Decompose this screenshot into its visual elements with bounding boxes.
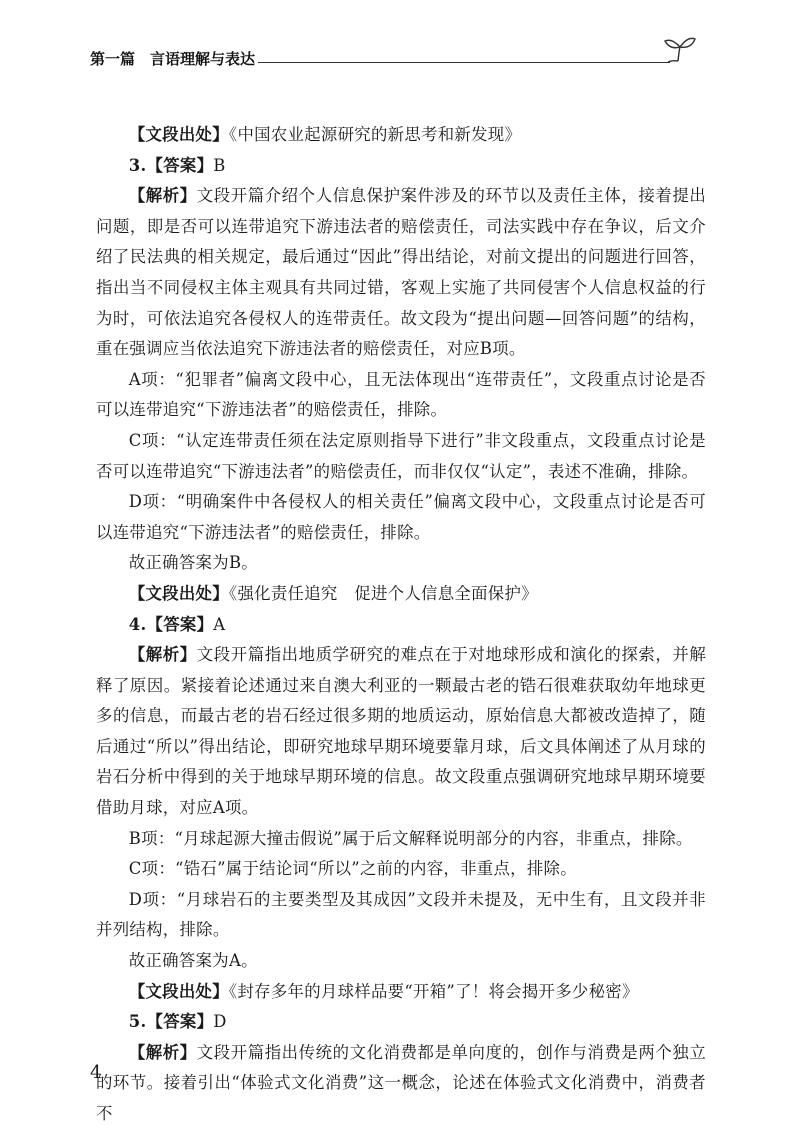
option-analysis: B项：“月球起源大撞击假说”属于后文解释说明部分的内容，非重点，排除。 xyxy=(128,828,693,848)
page-number: 4 xyxy=(90,1062,102,1083)
header-rule xyxy=(258,62,670,63)
option-analysis: C项：“认定连带责任须在法定原则指导下进行”非文段重点，文段重点讨论是否可以连带追究“下游违法者”的赔偿责任，而非仅仅“认定”，表述不准确，排除。 xyxy=(96,430,706,481)
answer-line: 4.【答案】A xyxy=(128,614,226,634)
answer-line: 5.【答案】D xyxy=(128,1012,227,1032)
option-analysis: D项：“月球岩石的主要类型及其成因”文段并未提及，无中生有，且文段并非并列结构，排除。 xyxy=(96,889,706,940)
answer-explanations xyxy=(96,120,706,1130)
conclusion-line: 故正确答案为B。 xyxy=(128,553,258,573)
answer-line: 3.【答案】B xyxy=(128,155,226,175)
analysis-paragraph: 【解析】文段开篇指出传统的文化消费都是单向度的，创作与消费是两个独立的环节。接着引出“体验式文化消费”这一概念，论述在体验式文化消费中，消费者不 xyxy=(96,1042,707,1123)
sprout-icon xyxy=(662,34,698,66)
analysis-paragraph: 【解析】文段开篇介绍个人信息保护案件涉及的环节以及责任主体，接着提出问题，即是否可以连带追究下游违法者的赔偿责任，司法实践中存在争议，后文介绍了民法典的相关规定，最后通过“因此”得出结论，对前文提出的问题进行回答，指出当不同侵权主体主观具有共同过错，客观上实施了共同侵害个人信息权益的行为时，可依法追究各侵权人的连带责任。故文段为“提出问题—回答问题”的结构，重在强调应当依法追究下游违法者的赔偿责任，对应B项。 xyxy=(96,186,707,359)
source-line: 【文段出处】《强化责任追究 促进个人信息全面保护》 xyxy=(128,583,538,603)
conclusion-line: 故正确答案为A。 xyxy=(128,951,258,971)
source-line: 【文段出处】《中国农业起源研究的新思考和新发现》 xyxy=(128,125,522,144)
option-analysis: D项：“明确案件中各侵权人的相关责任”偏离文段中心，文段重点讨论是否可以连带追究“下游违法者”的赔偿责任，排除。 xyxy=(96,492,706,542)
header-title: 第一篇 言语理解与表达 xyxy=(90,50,256,68)
analysis-paragraph: 【解析】文段开篇指出地质学研究的难点在于对地球形成和演化的探索，并解释了原因。紧接着论述通过来自澳大利亚的一颗最古老的锆石很难获取幼年地球更多的信息，而最古老的岩石经过很多期的地质运动，原始信息大都被改造掉了，随后通过“所以”得出结论，即研究地球早期环境要靠月球，后文具体阐述了从月球的岩石分析中得到的关于地球早期环境的信息。故文段重点强调研究地球早期环境要借助月球，对应A项。 xyxy=(96,645,707,818)
source-line: 【文段出处】《封存多年的月球样品要“开箱”了！将会揭开多少秘密》 xyxy=(128,981,639,1001)
option-analysis: C项：“锆石”属于结论词“所以”之前的内容，非重点，排除。 xyxy=(128,859,577,879)
option-analysis: A项：“犯罪者”偏离文段中心，且无法体现出“连带责任”，文段重点讨论是否可以连带追究“下游违法者”的赔偿责任，排除。 xyxy=(96,369,706,420)
running-header xyxy=(90,34,700,74)
